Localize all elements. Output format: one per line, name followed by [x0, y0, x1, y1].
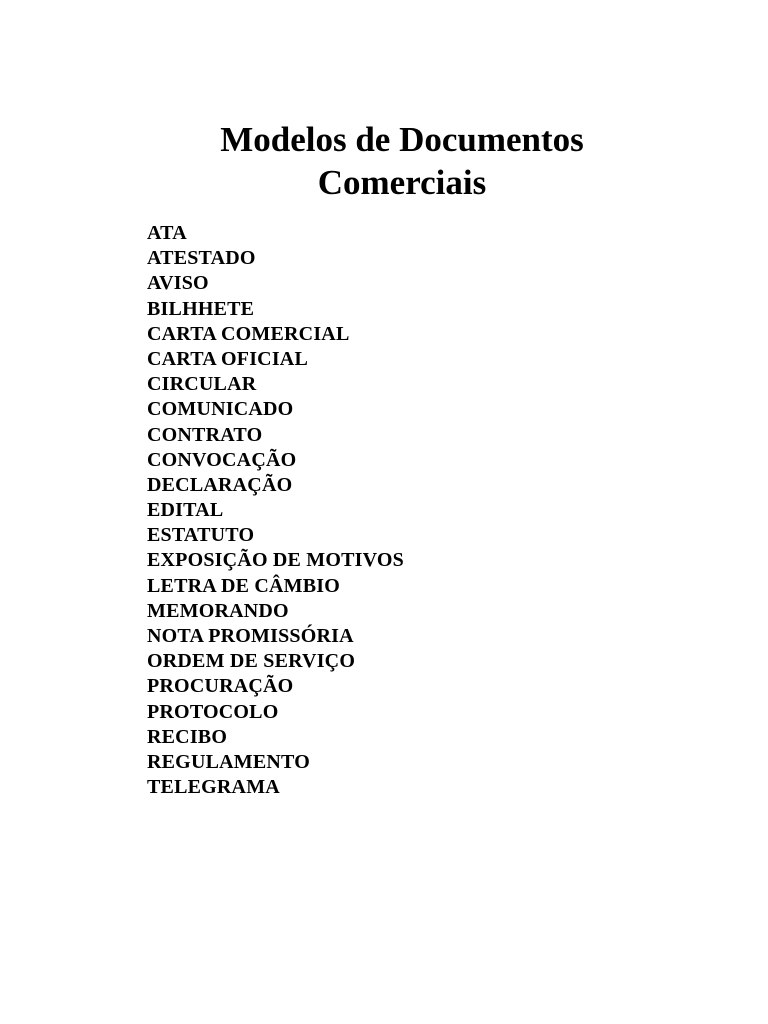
list-item: ESTATUTO: [147, 524, 255, 547]
list-item: TELEGRAMA: [147, 776, 280, 799]
list-item: CIRCULAR: [147, 373, 257, 396]
list-item: CONTRATO: [147, 423, 263, 446]
list-item: RECIBO: [147, 725, 228, 748]
list-item: CARTA COMERCIAL: [147, 322, 350, 345]
list-item: ATESTADO: [147, 247, 256, 270]
list-item: LETRA DE CÂMBIO: [147, 574, 341, 597]
list-item: EDITAL: [147, 499, 224, 522]
list-item: PROCURAÇÃO: [147, 675, 294, 698]
page-title: [0, 118, 768, 204]
page-title-line-2: Comerciais: [317, 163, 487, 202]
list-item: NOTA PROMISSÓRIA: [147, 625, 354, 647]
list-item: DECLARAÇÃO: [147, 473, 293, 496]
list-item: CARTA OFICIAL: [147, 347, 308, 370]
list-item: AVISO: [147, 272, 209, 295]
list-item: BILHHETE: [147, 297, 255, 320]
list-item: MEMORANDO: [147, 599, 289, 622]
list-item: COMUNICADO: [147, 398, 294, 421]
list-item: ORDEM DE SERVIÇO: [147, 650, 356, 673]
document-types-list: [147, 221, 404, 800]
list-item: REGULAMENTO: [147, 750, 310, 773]
list-item: ATA: [147, 222, 187, 244]
page-title-line-1: Modelos de Documentos: [220, 120, 584, 159]
list-item: PROTOCOLO: [147, 700, 279, 723]
list-item: EXPOSIÇÃO DE MOTIVOS: [147, 549, 404, 572]
list-item: CONVOCAÇÃO: [147, 448, 297, 471]
